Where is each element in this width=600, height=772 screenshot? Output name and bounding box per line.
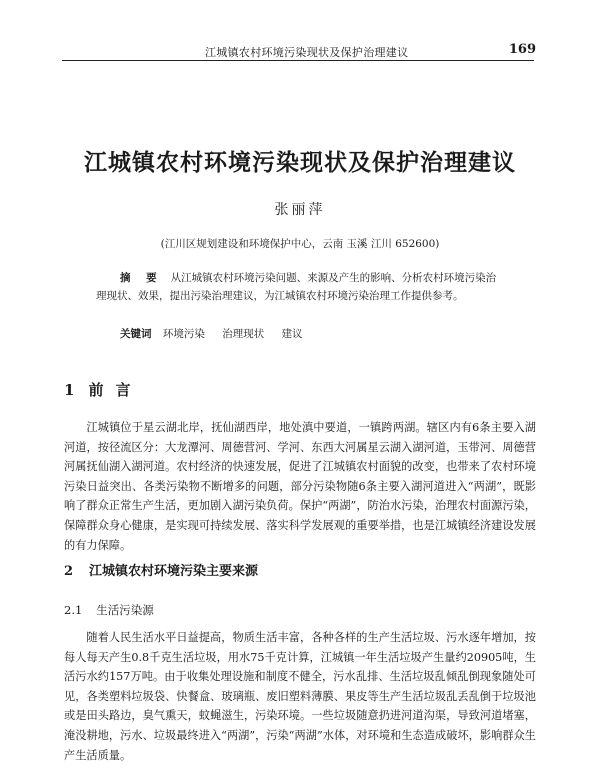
section-2-1-paragraph: 随着人民生活水平日益提高，物质生活丰富，各种各样的生产生活垃圾、污水逐年增加，按每人每天产生0.8千克生活垃圾，用水75千克计算，江城镇一年生活垃圾产生量约20905吨，生活污水约157万吨。由于收集处理设施和制度不健全，污水乱排、生活垃圾乱倾乱倒现象随处可见，各类塑料垃圾袋、快餐盒、玻璃瓶、废旧塑料薄膜、果皮等生产生活垃圾乱丢乱倒于垃圾池或是田头路边，臭气熏天，蚊蝇滋生，污染环境。一些垃圾随意扔进河道沟渠，导致河道堵塞，淹没耕地，污水、垃圾最终进入“两湖”，污染“两湖”水体，对环境和生态造成破坏，影响群众生产生活质量。 xyxy=(64,631,536,762)
subsection-heading-2-1 xyxy=(64,602,154,618)
section-1-paragraph: 江城镇位于星云湖北岸，抚仙湖西岸，地处滇中要道，一镇跨两湖。辖区内有6条主要入湖河道，按径流区分：大龙潭河、周德营河、学河、东西大河属星云湖入湖河道，玉带河、周德营河属抚仙湖入湖河道。农村经济的快速发展，促进了江城镇农村面貌的改变，也带来了农村环境污染日益突出、各类污染物不断增多的问题，部分污染物随6条主要入湖河道进入“两湖”，既影响了群众正常生产生活，更加剧入湖污染负荷。保护“两湖”，防治水污染，治理农村面源污染，保障群众身心健康，是实现可持续发展、落实科学发展观的重要举措，也是江城镇经济建设发展的有力保障。 xyxy=(64,421,536,552)
section-number: 2 xyxy=(64,564,74,579)
author-affiliation: (江川区规划建设和环境保护中心，云南 玉溪 江川 652600) xyxy=(160,238,440,250)
section-title: 前言 xyxy=(88,381,143,399)
running-header-title: 江城镇农村环境污染现状及保护治理建议 xyxy=(205,46,409,59)
subsection-number: 2.1 xyxy=(64,603,83,617)
abstract xyxy=(96,269,506,305)
subsection-title: 生活污染源 xyxy=(96,603,154,617)
abstract-text: 从江城镇农村环境污染问题、来源及产生的影响、分析农村环境污染治理现状、效果，提出污染治理建议，为江城镇农村环境污染治理工作提供参考。 xyxy=(96,272,497,302)
article-title: 江城镇农村环境污染现状及保护治理建议 xyxy=(84,149,516,176)
keywords-label: 关键词 xyxy=(120,328,152,340)
keywords xyxy=(120,326,317,341)
keyword: 环境污染 xyxy=(162,328,205,340)
section-heading-1 xyxy=(64,379,142,400)
author-name: 张丽萍 xyxy=(274,202,326,218)
header-divider xyxy=(62,60,534,61)
keyword: 治理现状 xyxy=(222,328,265,340)
section-heading-2 xyxy=(64,560,258,579)
keyword: 建议 xyxy=(281,328,303,340)
page-number: 169 xyxy=(508,42,536,57)
abstract-label: 摘 要 xyxy=(120,272,163,284)
section-number: 1 xyxy=(64,381,75,399)
section-title: 江城镇农村环境污染主要来源 xyxy=(89,564,259,579)
